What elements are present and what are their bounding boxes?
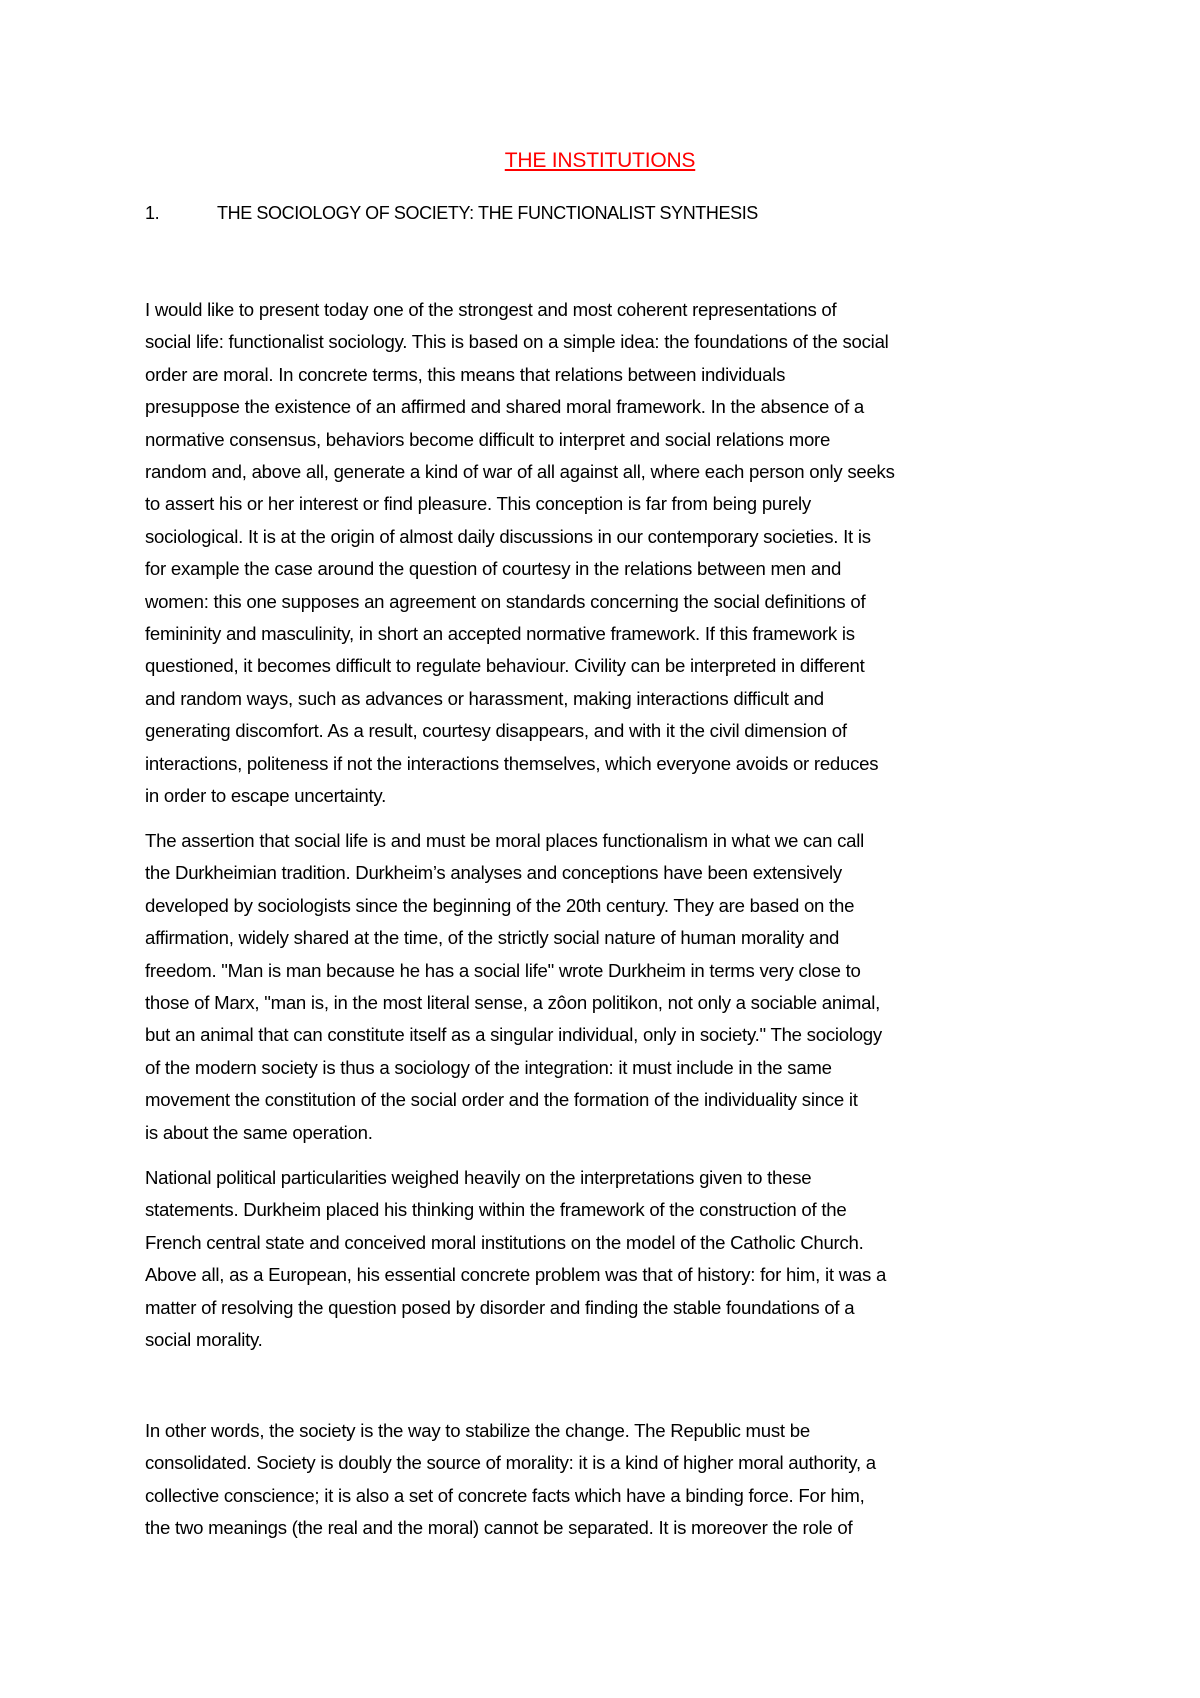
section-heading: [145, 199, 758, 227]
text-line: French central state and conceived moral institutions on the model of the Catholic Church.: [145, 1231, 864, 1253]
text-line: consolidated. Society is doubly the source of morality: it is a kind of higher moral authority, a: [145, 1452, 876, 1474]
text-line: and random ways, such as advances or harassment, making interactions difficult and: [145, 687, 824, 709]
text-line: Above all, as a European, his essential concrete problem was that of history: for him, it was a: [145, 1264, 887, 1286]
text-line: collective conscience; it is also a set of concrete facts which have a binding force. For him,: [145, 1484, 865, 1506]
text-line: normative consensus, behaviors become difficult to interpret and social relations more: [145, 428, 831, 450]
paragraph-text: [145, 825, 1065, 1149]
text-line: those of Marx, "man is, in the most literal sense, a zôon politikon, not only a sociable animal,: [145, 992, 880, 1014]
section-title: THE SOCIOLOGY OF SOCIETY: THE FUNCTIONALIST SYNTHESIS: [217, 203, 758, 223]
text-line: order are moral. In concrete terms, this means that relations between individuals: [145, 363, 786, 385]
paragraph-text: [145, 1415, 1065, 1545]
text-line: sociological. It is at the origin of almost daily discussions in our contemporary societies. It is: [145, 525, 871, 547]
text-line: for example the case around the question of courtesy in the relations between men and: [145, 558, 842, 580]
text-line: social life: functionalist sociology. This is based on a simple idea: the foundations of the social: [145, 331, 889, 353]
text-line: random and, above all, generate a kind of war of all against all, where each person only seeks: [145, 461, 895, 483]
text-line: to assert his or her interest or find pleasure. This conception is far from being purely: [145, 493, 811, 515]
paragraph-text: [145, 294, 1065, 813]
text-line: developed by sociologists since the beginning of the 20th century. They are based on the: [145, 894, 855, 916]
document-title: THE INSTITUTIONS: [504, 149, 696, 172]
text-line: freedom. "Man is man because he has a social life" wrote Durkheim in terms very close to: [145, 959, 861, 981]
text-line: is about the same operation.: [145, 1121, 373, 1143]
text-line: but an animal that can constitute itself as a singular individual, only in society." The sociology: [145, 1024, 882, 1046]
paragraph-2: [145, 825, 1065, 1149]
text-line: social morality.: [145, 1329, 263, 1351]
text-line: matter of resolving the question posed by disorder and finding the stable foundations of a: [145, 1296, 855, 1318]
paragraph-1: [145, 294, 1065, 813]
text-line: interactions, politeness if not the interactions themselves, which everyone avoids or reduces: [145, 752, 879, 774]
text-line: in order to escape uncertainty.: [145, 785, 386, 807]
text-line: women: this one supposes an agreement on standards concerning the social definitions of: [145, 590, 866, 612]
text-line: of the modern society is thus a sociology of the integration: it must include in the same: [145, 1056, 832, 1078]
text-line: the Durkheimian tradition. Durkheim’s analyses and conceptions have been extensively: [145, 862, 842, 884]
text-line: In other words, the society is the way to stabilize the change. The Republic must be: [145, 1420, 810, 1441]
text-line: the two meanings (the real and the moral) cannot be separated. It is moreover the role of: [145, 1517, 853, 1539]
section-number: 1.: [145, 203, 160, 223]
text-line: femininity and masculinity, in short an accepted normative framework. If this framework is: [145, 623, 855, 645]
paragraph-3: [145, 1162, 1065, 1356]
paragraph-4: [145, 1415, 1065, 1545]
text-line: presuppose the existence of an affirmed and shared moral framework. In the absence of a: [145, 396, 864, 418]
text-line: questioned, it becomes difficult to regulate behaviour. Civility can be interpreted in different: [145, 655, 865, 677]
text-line: The assertion that social life is and must be moral places functionalism in what we can call: [145, 830, 865, 851]
text-line: generating discomfort. As a result, courtesy disappears, and with it the civil dimension of: [145, 720, 847, 742]
text-line: movement the constitution of the social order and the formation of the individuality since it: [145, 1089, 858, 1111]
text-line: I would like to present today one of the strongest and most coherent representations of: [145, 299, 837, 320]
text-line: statements. Durkheim placed his thinking within the framework of the construction of the: [145, 1199, 847, 1221]
paragraph-text: [145, 1162, 1065, 1356]
text-line: National political particularities weighed heavily on the interpretations given to these: [145, 1167, 812, 1188]
text-line: affirmation, widely shared at the time, of the strictly social nature of human morality and: [145, 927, 840, 949]
